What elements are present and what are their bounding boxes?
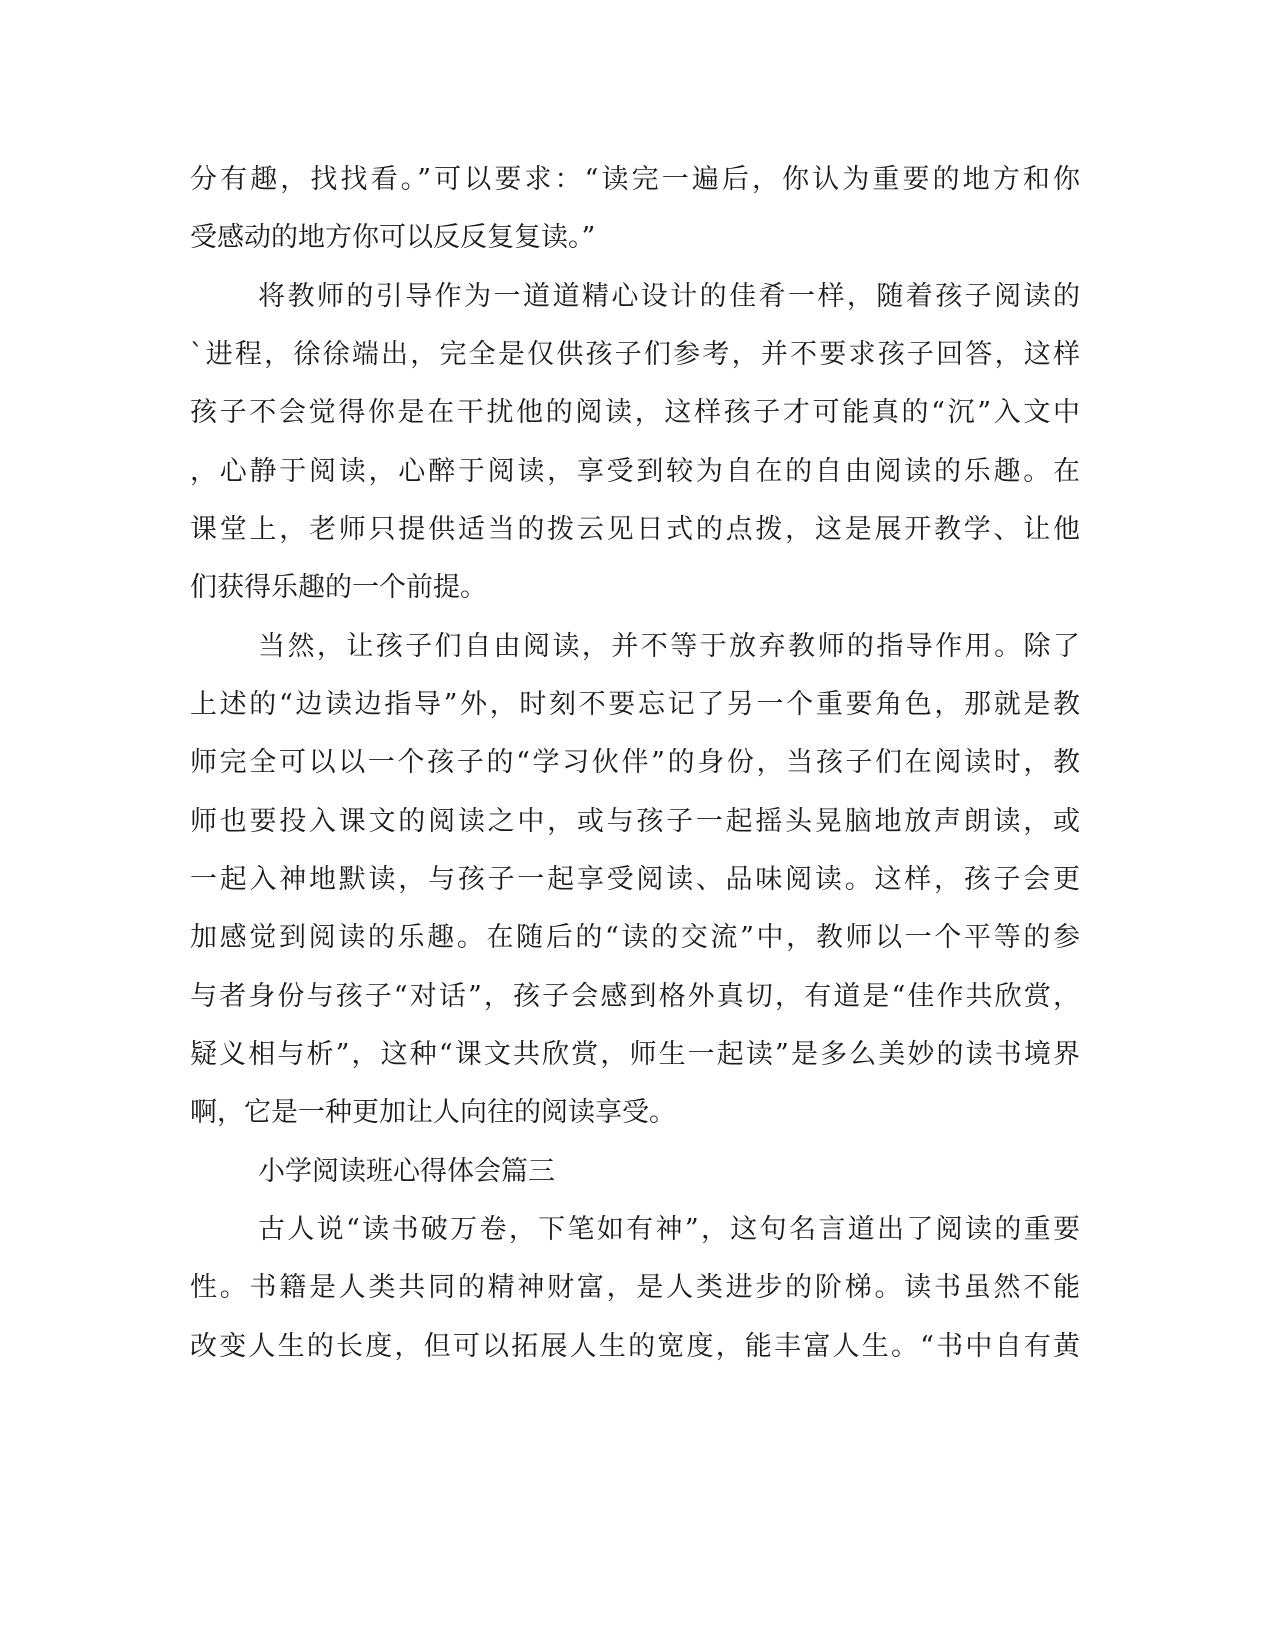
text-line: 师完全可以以一个孩子的“学习伙伴”的身份，当孩子们在阅读时，教 bbox=[190, 747, 1080, 778]
text-line: `进程，徐徐端出，完全是仅供孩子们参考，并不要求孩子回答，这样 bbox=[190, 339, 1080, 370]
paragraph-first-line: 当然，让孩子们自由阅读，并不等于放弃教师的指导作用。除了 bbox=[258, 631, 1080, 662]
text-line: 课堂上，老师只提供适当的拨云见日式的点拨，这是展开教学、让他 bbox=[190, 514, 1080, 545]
text-line: 与者身份与孩子“对话”，孩子会感到格外真切，有道是“佳作共欣赏， bbox=[190, 981, 1080, 1012]
paragraph-first-line: 古人说“读书破万卷，下笔如有神”，这句名言道出了阅读的重要 bbox=[258, 1214, 1080, 1245]
text-line: 性。书籍是人类共同的精神财富，是人类进步的阶梯。读书虽然不能 bbox=[190, 1272, 1080, 1303]
text-line: 一起入神地默读，与孩子一起享受阅读、品味阅读。这样，孩子会更 bbox=[190, 864, 1080, 895]
text-line: 孩子不会觉得你是在干扰他的阅读，这样孩子才可能真的“沉”入文中 bbox=[190, 397, 1080, 428]
text-line: 加感觉到阅读的乐趣。在随后的“读的交流”中，教师以一个平等的参 bbox=[190, 922, 1080, 953]
text-line: 们获得乐趣的一个前提。 bbox=[190, 572, 487, 603]
text-line: ，心静于阅读，心醉于阅读，享受到较为自在的自由阅读的乐趣。在 bbox=[190, 456, 1080, 487]
paragraph-first-line: 将教师的引导作为一道道精心设计的佳肴一样，随着孩子阅读的 bbox=[258, 281, 1080, 312]
text-line: 疑义相与析”，这种“课文共欣赏，师生一起读”是多么美妙的读书境界 bbox=[190, 1039, 1080, 1070]
text-line: 受感动的地方你可以反反复复读。” bbox=[190, 222, 596, 253]
text-line: 师也要投入课文的阅读之中，或与孩子一起摇头晃脑地放声朗读，或 bbox=[190, 806, 1080, 837]
text-line: 分有趣，找找看。”可以要求：“读完一遍后，你认为重要的地方和你 bbox=[190, 164, 1080, 195]
text-line: 改变人生的长度，但可以拓展人生的宽度，能丰富人生。“书中自有黄 bbox=[190, 1331, 1080, 1362]
text-line: 啊，它是一种更加让人向往的阅读享受。 bbox=[190, 1097, 676, 1128]
text-line: 上述的“边读边指导”外，时刻不要忘记了另一个重要角色，那就是教 bbox=[190, 689, 1080, 720]
section-heading: 小学阅读班心得体会篇三 bbox=[258, 1156, 555, 1187]
